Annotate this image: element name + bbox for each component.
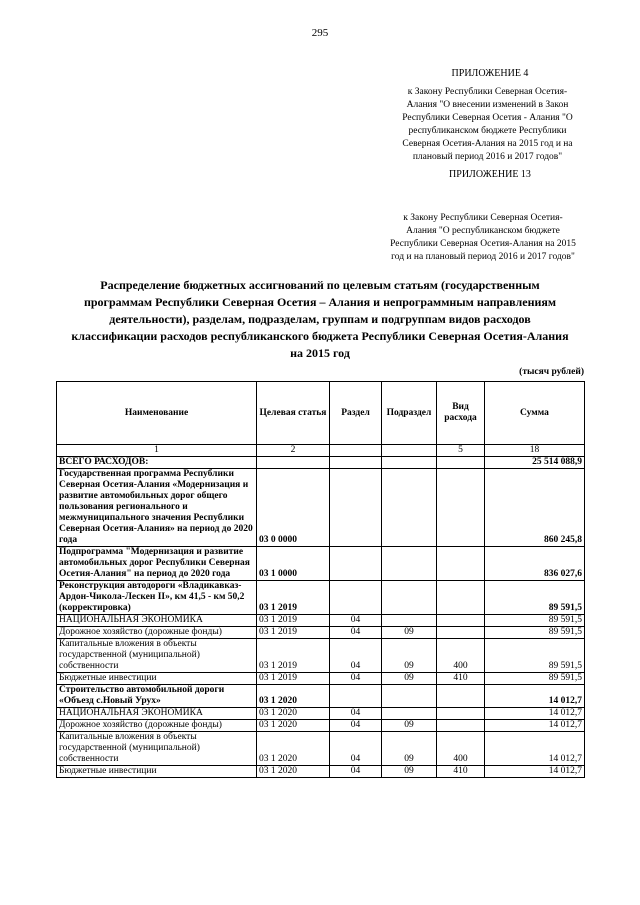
cell-target: 03 1 0000 <box>257 547 330 581</box>
cell-name: Реконструкция автодороги «Владикавказ-Ардон-Чикола-Лескен II», км 41,5 - км 50,2 (корректировка) <box>57 581 257 615</box>
table-row <box>57 627 585 639</box>
header-expense-type: Вид расхода <box>437 382 485 445</box>
header-section: Раздел <box>330 382 382 445</box>
cell-target: 03 1 2020 <box>257 732 330 766</box>
column-number <box>330 445 382 457</box>
cell-section <box>330 469 382 547</box>
cell-target: 03 1 2019 <box>257 673 330 685</box>
cell-amount: 860 245,8 <box>485 469 585 547</box>
cell-section: 04 <box>330 720 382 732</box>
appendix-4-line: Алания "О внесении изменений в Закон <box>406 100 569 110</box>
cell-section <box>330 457 382 469</box>
cell-section: 04 <box>330 766 382 778</box>
column-number: 18 <box>485 445 585 457</box>
cell-amount: 89 591,5 <box>485 673 585 685</box>
table-row <box>57 685 585 708</box>
cell-expense-type <box>437 581 485 615</box>
cell-target: 03 0 0000 <box>257 469 330 547</box>
cell-expense-type: 410 <box>437 673 485 685</box>
table-row <box>57 766 585 778</box>
table-row <box>57 457 585 469</box>
cell-expense-type <box>437 469 485 547</box>
cell-expense-type <box>437 547 485 581</box>
cell-name: ВСЕГО РАСХОДОВ: <box>57 457 257 469</box>
cell-name: Бюджетные инвестиции <box>57 766 257 778</box>
appendix-4-text <box>390 86 585 164</box>
header-name: Наименование <box>57 382 257 445</box>
appendix-4-line: Республики Северная Осетия - Алания "О <box>402 113 573 123</box>
column-number <box>382 445 437 457</box>
page-number: 295 <box>311 27 329 39</box>
cell-name: Государственная программа Республики Северная Осетия-Алания «Модернизация и развитие автомобильных дорог общего пользования регионального и межмуниципального значения Республики Северная Осетия-Алания» на период до 2020 года <box>57 469 257 547</box>
cell-section <box>330 581 382 615</box>
appendix-4-line: плановый период 2016 и 2017 годов" <box>412 152 563 162</box>
cell-section <box>330 685 382 708</box>
cell-expense-type <box>437 720 485 732</box>
column-numbers-row <box>57 445 585 457</box>
appendix-13-line: год и на плановый период 2016 и 2017 годов" <box>391 252 575 262</box>
cell-amount: 14 012,7 <box>485 732 585 766</box>
cell-subsection: 09 <box>382 639 437 673</box>
cell-section: 04 <box>330 673 382 685</box>
cell-subsection: 09 <box>382 732 437 766</box>
cell-expense-type: 400 <box>437 639 485 673</box>
cell-name: НАЦИОНАЛЬНАЯ ЭКОНОМИКА <box>57 615 257 627</box>
cell-section: 04 <box>330 708 382 720</box>
appendix-4-line: Северная Осетия-Алания на 2015 год и на <box>402 139 573 149</box>
table-row <box>57 581 585 615</box>
cell-subsection <box>382 457 437 469</box>
cell-name: Капитальные вложения в объекты государственной (муниципальной) собственности <box>57 732 257 766</box>
cell-expense-type <box>437 708 485 720</box>
cell-subsection: 09 <box>382 766 437 778</box>
column-number: 5 <box>437 445 485 457</box>
cell-amount: 14 012,7 <box>485 720 585 732</box>
cell-subsection: 09 <box>382 673 437 685</box>
cell-name: Подпрограмма "Модернизация и развитие автомобильных дорог Республики Северная Осетия-Алания" на период до 2020 года <box>57 547 257 581</box>
cell-name: Капитальные вложения в объекты государственной (муниципальной) собственности <box>57 639 257 673</box>
cell-subsection <box>382 581 437 615</box>
cell-amount: 14 012,7 <box>485 766 585 778</box>
document-title <box>55 277 585 362</box>
appendix-13-text <box>378 212 588 264</box>
appendix-13-line: Республики Северная Осетия-Алания на 2015 <box>390 239 576 249</box>
table-header-row <box>57 382 585 445</box>
table-row <box>57 720 585 732</box>
cell-section: 04 <box>330 639 382 673</box>
cell-expense-type <box>437 685 485 708</box>
cell-amount: 89 591,5 <box>485 615 585 627</box>
cell-subsection <box>382 615 437 627</box>
cell-name: Дорожное хозяйство (дорожные фонды) <box>57 627 257 639</box>
cell-expense-type <box>437 457 485 469</box>
header-target: Целевая статья <box>257 382 330 445</box>
appendix-13-line: к Закону Республики Северная Осетия- <box>403 213 563 223</box>
cell-target: 03 1 2019 <box>257 639 330 673</box>
cell-amount: 25 514 088,9 <box>485 457 585 469</box>
cell-name: Дорожное хозяйство (дорожные фонды) <box>57 720 257 732</box>
column-number: 1 <box>57 445 257 457</box>
cell-section: 04 <box>330 615 382 627</box>
cell-section: 04 <box>330 627 382 639</box>
cell-target: 03 1 2019 <box>257 627 330 639</box>
cell-subsection <box>382 547 437 581</box>
table-row <box>57 639 585 673</box>
cell-name: НАЦИОНАЛЬНАЯ ЭКОНОМИКА <box>57 708 257 720</box>
cell-amount: 14 012,7 <box>485 685 585 708</box>
cell-name: Строительство автомобильной дороги «Объезд с.Новый Урух» <box>57 685 257 708</box>
cell-expense-type <box>437 615 485 627</box>
appendix-4-line: к Закону Республики Северная Осетия- <box>407 87 568 97</box>
table-row <box>57 615 585 627</box>
appendix-4-title: ПРИЛОЖЕНИЕ 4 <box>451 68 529 79</box>
title-line: деятельности), разделам, подразделам, группам и подгруппам видов расходов <box>109 312 531 326</box>
table-row <box>57 708 585 720</box>
table-row <box>57 673 585 685</box>
appendix-13-title: ПРИЛОЖЕНИЕ 13 <box>449 169 531 180</box>
cell-subsection: 09 <box>382 720 437 732</box>
units-label: (тысяч рублей) <box>519 367 584 377</box>
cell-subsection <box>382 469 437 547</box>
cell-name: Бюджетные инвестиции <box>57 673 257 685</box>
cell-amount: 89 591,5 <box>485 639 585 673</box>
cell-amount: 14 012,7 <box>485 708 585 720</box>
cell-target: 03 1 2020 <box>257 685 330 708</box>
cell-subsection <box>382 685 437 708</box>
cell-target <box>257 457 330 469</box>
table-row <box>57 732 585 766</box>
cell-target: 03 1 2019 <box>257 615 330 627</box>
cell-amount: 89 591,5 <box>485 581 585 615</box>
cell-target: 03 1 2019 <box>257 581 330 615</box>
title-line: на 2015 год <box>290 346 350 360</box>
title-line: программам Республики Северная Осетия – Алания и непрограммным направлениям <box>83 295 557 309</box>
cell-section: 04 <box>330 732 382 766</box>
column-number: 2 <box>257 445 330 457</box>
cell-section <box>330 547 382 581</box>
cell-target: 03 1 2020 <box>257 708 330 720</box>
cell-target: 03 1 2020 <box>257 720 330 732</box>
appendix-13-line: Алания "О республиканском бюджете <box>406 226 560 236</box>
table-row <box>57 469 585 547</box>
cell-subsection <box>382 708 437 720</box>
title-line: классификации расходов республиканского бюджета Республики Северная Осетия-Алания <box>71 329 569 343</box>
header-subsection: Подраздел <box>382 382 437 445</box>
header-amount: Сумма <box>485 382 585 445</box>
cell-target: 03 1 2020 <box>257 766 330 778</box>
cell-amount: 836 027,6 <box>485 547 585 581</box>
appendix-4-line: республиканском бюджете Республики <box>408 126 567 136</box>
cell-expense-type <box>437 627 485 639</box>
cell-expense-type: 400 <box>437 732 485 766</box>
budget-table <box>56 381 585 778</box>
title-line: Распределение бюджетных ассигнований по целевым статьям (государственным <box>100 278 540 292</box>
cell-amount: 89 591,5 <box>485 627 585 639</box>
table-row <box>57 547 585 581</box>
cell-expense-type: 410 <box>437 766 485 778</box>
cell-subsection: 09 <box>382 627 437 639</box>
